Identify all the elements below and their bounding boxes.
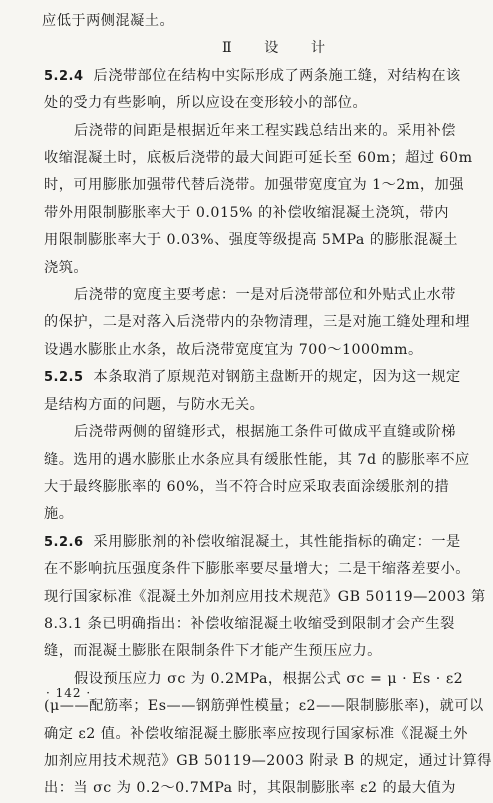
paragraph-line: 出：当 σc 为 0.2～0.7MPa 时，其限制膨胀率 ε2 的最大值为 bbox=[44, 780, 456, 797]
paragraph-line: 后浇带两侧的留缝形式，根据施工条件可做成平直缝或阶梯 bbox=[74, 424, 456, 441]
paragraph-line: (μ——配筋率；Es——钢筋弹性模量；ε2——限制膨胀率)，就可以 bbox=[44, 698, 484, 715]
paragraph-line: 8.3.1 条已明确指出：补偿收缩混凝土收缩受到限制才会产生裂 bbox=[44, 615, 455, 632]
clause-5-2-5-line-1: 5.2.5 本条取消了原规范对钢筋主盘断开的规定，因为这一规定 bbox=[44, 369, 461, 386]
paragraph-line: 浇筑。 bbox=[44, 259, 89, 276]
paragraph-line: 收缩混凝土时，底板后浇带的最大间距可延长至 60m；超过 60m bbox=[44, 150, 473, 167]
paragraph-line: 大于最终膨胀率的 60%，当不符合时应采取表面涂缓胀剂的措 bbox=[44, 478, 450, 495]
paragraph-line: 在不影响抗压强度条件下膨胀率要尽量增大；二是干缩落差要小。 bbox=[44, 561, 470, 578]
paragraph-line: 是结构方面的问题，与防水无关。 bbox=[44, 396, 265, 413]
paragraph-line: 加剂应用技术规范》GB 50119—2003 附录 B 的规定，通过计算得 bbox=[44, 752, 492, 769]
section-heading: Ⅱ 设 计 bbox=[221, 40, 340, 57]
paragraph-line: 现行国家标准《混凝土外加剂应用技术规范》GB 50119—2003 第 bbox=[44, 588, 486, 605]
clause-number: 5.2.6 bbox=[44, 534, 84, 550]
paragraph-line: 缝，而混凝土膨胀在限制条件下才能产生预压应力。 bbox=[44, 643, 382, 660]
paragraph-line: 确定 ε2 值。补偿收缩混凝土膨胀率应按现行国家标准《混凝土外 bbox=[44, 725, 468, 742]
paragraph-line: 处的受力有些影响，所以应设在变形较小的部位。 bbox=[44, 95, 368, 112]
paragraph-line: 用限制膨胀率大于 0.03%、强度等级提高 5MPa 的膨胀混凝土 bbox=[44, 232, 458, 249]
clause-5-2-6-line-1: 5.2.6 采用膨胀剂的补偿收缩混凝土，其性能指标的确定：一是 bbox=[44, 533, 461, 550]
clause-number: 5.2.4 bbox=[44, 68, 84, 84]
paragraph-line: 缝。选用的遇水膨胀止水条应具有缓胀性能，其 7d 的膨胀率不应 bbox=[44, 451, 470, 468]
paragraph-line: 假设预压应力 σc 为 0.2MPa，根据公式 σc = μ · Es · ε2 bbox=[74, 670, 464, 687]
paragraph-line: 设遇水膨胀止水条，故后浇带宽度宜为 700～1000mm。 bbox=[44, 341, 423, 358]
intro-line: 应低于两侧混凝土。 bbox=[42, 13, 175, 29]
page-number: · 142 · bbox=[46, 686, 92, 700]
paragraph-line: 施。 bbox=[44, 506, 74, 523]
clause-number: 5.2.5 bbox=[44, 370, 84, 386]
paragraph-line: 的保护，二是对落入后浇带内的杂物清理，三是对施工缝处理和埋 bbox=[44, 314, 470, 331]
paragraph-line: 后浇带的宽度主要考虑：一是对后浇带部位和外贴式止水带 bbox=[74, 287, 456, 304]
paragraph-line: 后浇带的间距是根据近年来工程实践总结出来的。采用补偿 bbox=[74, 122, 456, 139]
clause-5-2-4-line-1: 5.2.4 后浇带部位在结构中实际形成了两条施工缝，对结构在该 bbox=[44, 67, 461, 84]
paragraph-line: 时，可用膨胀加强带代替后浇带。加强带宽度宜为 1～2m，加强 bbox=[44, 177, 464, 194]
paragraph-line: 带外用限制膨胀率大于 0.015% 的补偿收缩混凝土浇筑，带内 bbox=[44, 204, 449, 221]
